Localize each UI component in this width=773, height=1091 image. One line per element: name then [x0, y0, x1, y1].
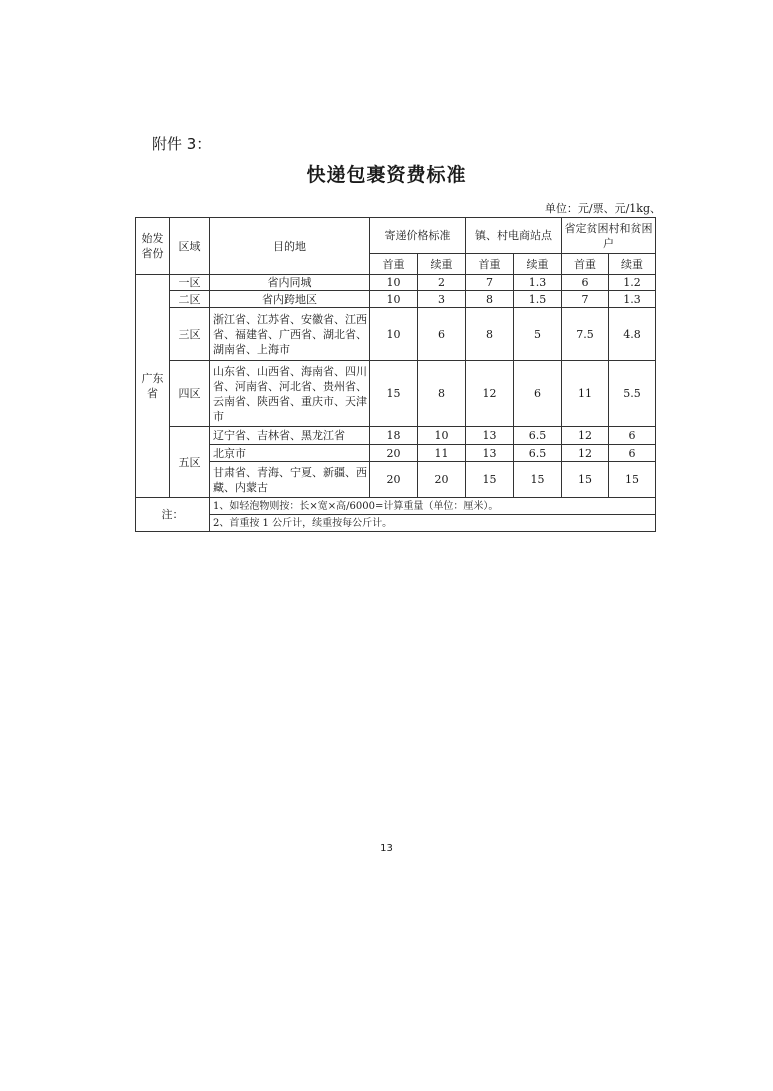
tariff-table — [135, 217, 656, 532]
header-first-weight: 首重 — [466, 254, 514, 275]
table-row — [136, 275, 656, 291]
value-cell: 2 — [418, 275, 466, 291]
table-row — [136, 361, 656, 427]
table-row — [136, 308, 656, 361]
header-standard-price: 寄递价格标准 — [370, 218, 466, 254]
header-extra-weight: 续重 — [609, 254, 656, 275]
value-cell: 6.5 — [514, 427, 562, 445]
attachment-label: 附件 3： — [152, 135, 212, 153]
header-extra-weight: 续重 — [514, 254, 562, 275]
table-row — [136, 445, 656, 462]
table-row — [136, 515, 656, 532]
zone-cell: 三区 — [170, 308, 210, 361]
value-cell: 10 — [370, 308, 418, 361]
header-origin: 始发省份 — [136, 218, 170, 275]
zone-cell: 一区 — [170, 275, 210, 291]
header-zone: 区域 — [170, 218, 210, 275]
value-cell: 1.2 — [609, 275, 656, 291]
destination-cell: 甘肃省、青海、宁夏、新疆、西藏、内蒙古 — [210, 462, 370, 498]
value-cell: 7 — [562, 291, 609, 308]
zone-cell: 四区 — [170, 361, 210, 427]
table-row — [136, 462, 656, 498]
value-cell: 15 — [609, 462, 656, 498]
zone-cell: 二区 — [170, 291, 210, 308]
value-cell: 6 — [514, 361, 562, 427]
table-row — [136, 427, 656, 445]
value-cell: 15 — [370, 361, 418, 427]
value-cell: 12 — [466, 361, 514, 427]
destination-cell: 山东省、山西省、海南省、四川省、河南省、河北省、贵州省、云南省、陕西省、重庆市、天津市 — [210, 361, 370, 427]
header-extra-weight: 续重 — [418, 254, 466, 275]
value-cell: 8 — [418, 361, 466, 427]
header-first-weight: 首重 — [562, 254, 609, 275]
destination-cell: 省内同城 — [210, 275, 370, 291]
value-cell: 12 — [562, 427, 609, 445]
value-cell: 6 — [609, 427, 656, 445]
value-cell: 18 — [370, 427, 418, 445]
note-item: 2、首重按 1 公斤计，续重按每公斤计。 — [210, 515, 656, 532]
value-cell: 15 — [466, 462, 514, 498]
table-row — [136, 291, 656, 308]
value-cell: 13 — [466, 445, 514, 462]
destination-cell: 浙江省、江苏省、安徽省、江西省、福建省、广西省、湖北省、湖南省、上海市 — [210, 308, 370, 361]
value-cell: 10 — [370, 275, 418, 291]
page-title: 快递包裹资费标准 — [306, 164, 467, 186]
header-rural-station: 镇、村电商站点 — [466, 218, 562, 254]
origin-province: 广东省 — [136, 275, 170, 498]
value-cell: 1.5 — [514, 291, 562, 308]
value-cell: 6 — [418, 308, 466, 361]
value-cell: 6 — [609, 445, 656, 462]
destination-cell: 省内跨地区 — [210, 291, 370, 308]
value-cell: 20 — [370, 445, 418, 462]
unit-note: 单位：元/票、元/1kg、 — [544, 202, 661, 215]
value-cell: 8 — [466, 291, 514, 308]
value-cell: 13 — [466, 427, 514, 445]
value-cell: 3 — [418, 291, 466, 308]
header-poor-households: 省定贫困村和贫困户 — [562, 218, 656, 254]
value-cell: 10 — [370, 291, 418, 308]
value-cell: 4.8 — [609, 308, 656, 361]
value-cell: 11 — [562, 361, 609, 427]
value-cell: 1.3 — [609, 291, 656, 308]
value-cell: 7 — [466, 275, 514, 291]
destination-cell: 辽宁省、吉林省、黑龙江省 — [210, 427, 370, 445]
header-first-weight: 首重 — [370, 254, 418, 275]
value-cell: 1.3 — [514, 275, 562, 291]
value-cell: 5 — [514, 308, 562, 361]
table-row — [136, 498, 656, 515]
notes-label: 注： — [136, 498, 210, 532]
value-cell: 12 — [562, 445, 609, 462]
note-item: 1、如轻泡物则按：长×宽×高/6000=计算重量（单位：厘米）。 — [210, 498, 656, 515]
value-cell: 10 — [418, 427, 466, 445]
value-cell: 15 — [562, 462, 609, 498]
value-cell: 6 — [562, 275, 609, 291]
page-number: 13 — [380, 843, 393, 854]
header-destination: 目的地 — [210, 218, 370, 275]
value-cell: 8 — [466, 308, 514, 361]
value-cell: 6.5 — [514, 445, 562, 462]
value-cell: 20 — [370, 462, 418, 498]
value-cell: 7.5 — [562, 308, 609, 361]
zone-cell: 五区 — [170, 427, 210, 498]
value-cell: 11 — [418, 445, 466, 462]
value-cell: 5.5 — [609, 361, 656, 427]
value-cell: 15 — [514, 462, 562, 498]
destination-cell: 北京市 — [210, 445, 370, 462]
value-cell: 20 — [418, 462, 466, 498]
